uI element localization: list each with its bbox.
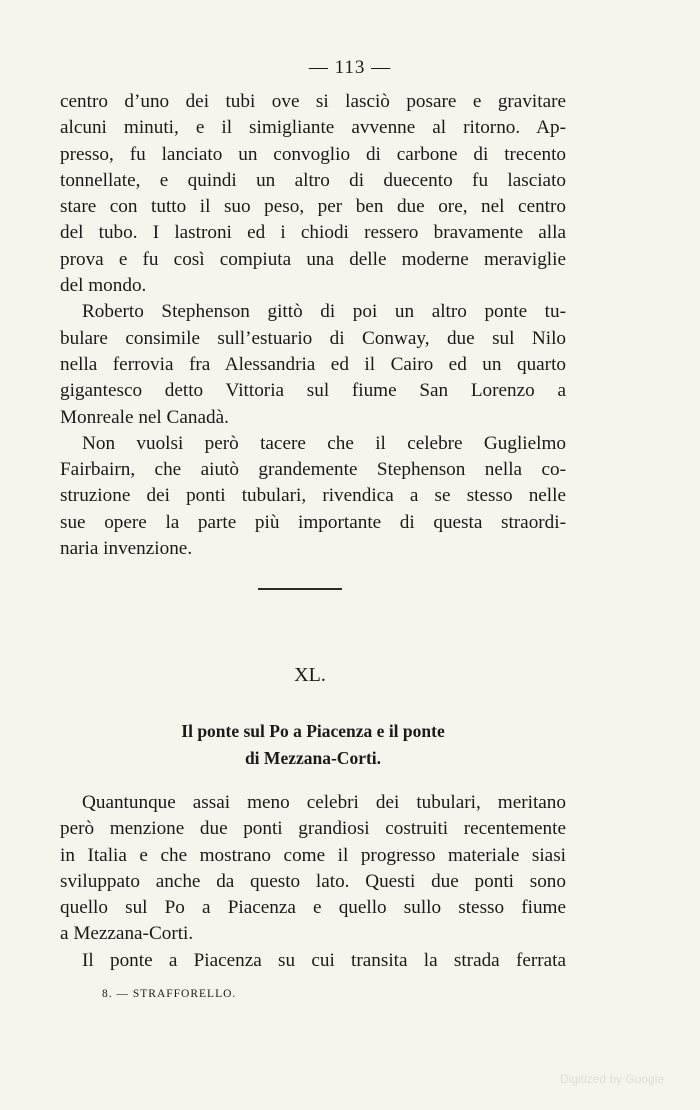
line: presso, fu lanciato un convoglio di carbone di trecento [60,143,566,165]
line: Monreale nel Canadà. [60,406,229,428]
paragraph-4 [60,790,566,921]
line: tonnellate, e quindi un altro di duecento fu lasciato [60,169,566,191]
section-title [60,718,566,772]
line: gigantesco detto Vittoria sul fiume San Lorenzo a [60,380,566,402]
paragraph-1 [60,89,566,273]
line: Roberto Stephenson gittò di poi un altro ponte tu- [82,301,566,323]
line: alcuni minuti, e il simigliante avvenne al ritorno. Ap- [60,117,566,139]
line: naria invenzione. [60,538,193,560]
line: sviluppato anche da questo lato. Questi due ponti sono [60,870,566,892]
line: Non vuolsi però tacere che il celebre Guglielmo [82,432,566,454]
watermark: Digitized by Google [560,1072,665,1086]
line: prova e fu così compiuta una delle moderne meraviglie [60,248,566,270]
line: Quantunque assai meno celebri dei tubulari, meritano [82,792,566,813]
line: stare con tutto il suo peso, per ben due ore, nel centro [60,196,566,218]
paragraph-4-end [60,921,566,947]
paragraph-3-end [60,536,566,562]
line: Fairbairn, che aiutò grandemente Stephenson nella co- [60,459,566,481]
page-number: — 113 — [308,57,392,78]
line: struzione dei ponti tubulari, rivendica a se stesso nelle [60,485,566,507]
line: del tubo. I lastroni ed i chiodi ressero bravamente alla [60,222,566,244]
line: sue opere la parte più importante di questa straordi- [60,511,566,533]
line: del mondo. [60,275,147,297]
line: nella ferrovia fra Alessandria ed il Cairo ed un quarto [60,353,566,375]
paragraph-2-end [60,405,566,431]
section-title-line: di Mezzana-Corti. [244,748,382,768]
line: Il ponte a Piacenza su cui transita la strada ferrata [82,949,566,971]
paragraph-3 [60,431,566,536]
paragraph-5 [60,948,566,974]
line: però menzione due ponti grandiosi costruiti recentemente [60,818,566,840]
text-block-bottom [60,790,566,974]
section-title-line: Il ponte sul Po a Piacenza e il ponte [181,721,445,741]
paragraph-1-end [60,273,566,299]
paragraph-2 [60,299,566,404]
section-divider [258,588,342,590]
line: centro d’uno dei tubi ove si lasciò posare e gravitare [60,91,566,112]
text-block-top [60,89,566,562]
section-number: XL. [294,664,326,686]
line: in Italia e che mostrano come il progresso materiale siasi [60,844,566,866]
line: bulare consimile sull’estuario di Conway, due sul Nilo [60,327,566,349]
line: a Mezzana-Corti. [60,923,194,945]
footer-signature: 8. — STRAFFORELLO. [102,988,237,1000]
line: quello sul Po a Piacenza e quello sullo stesso fiume [60,897,566,919]
